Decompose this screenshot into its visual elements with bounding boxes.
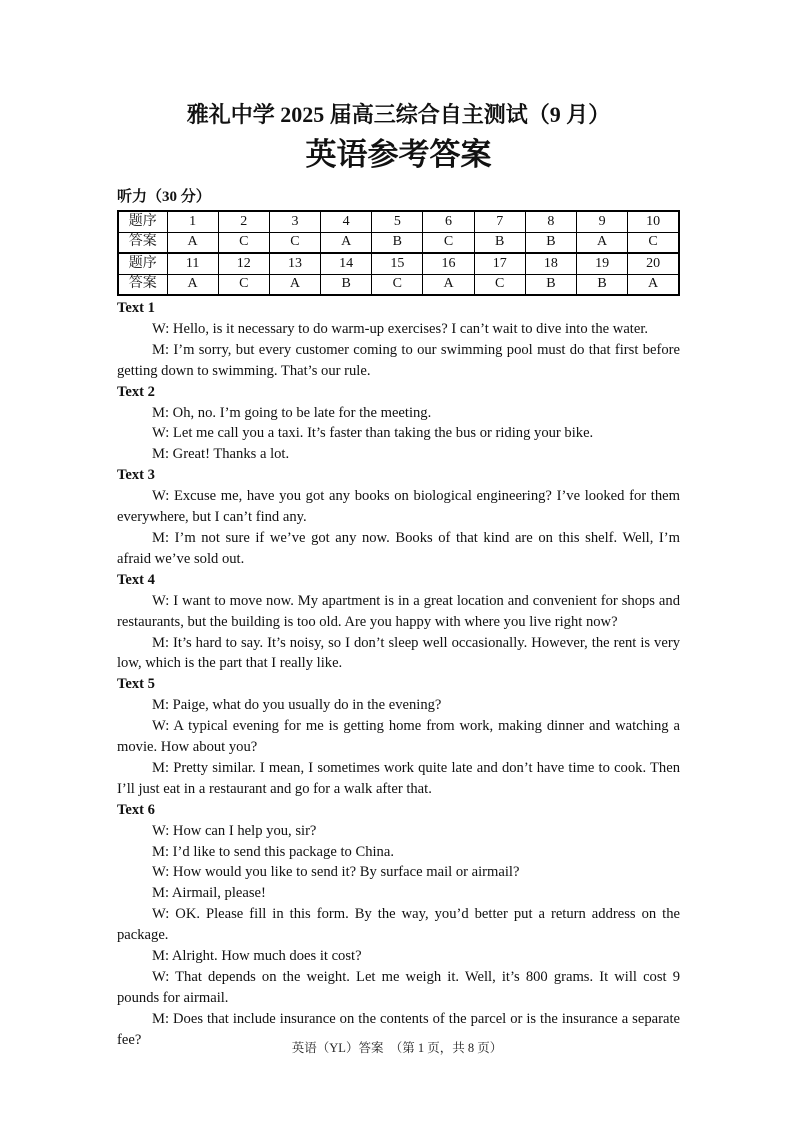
listening-answer-table-body <box>118 211 679 295</box>
dialogue-line: W: OK. Please fill in this form. By the way, you’d better put a return address on the package. <box>117 906 680 944</box>
answer-cell: 3 <box>269 211 320 232</box>
dialogue-line: W: I want to move now. My apartment is in a great location and convenient for shops and restaurants, but the building is too old. Are you happy with where you live right now? <box>117 592 680 630</box>
answer-cell: 8 <box>525 211 576 232</box>
answer-cell: 18 <box>525 253 576 274</box>
dialogue-line: M: I’d like to send this package to China. <box>152 843 394 860</box>
answer-cell: 7 <box>474 211 525 232</box>
answer-cell: B <box>372 232 423 253</box>
dialogue-line: M: I’m not sure if we’ve got any now. Books of that kind are on this shelf. Well, I’m afraid we’ve sold out. <box>117 529 680 567</box>
answer-cell: 1 <box>167 211 218 232</box>
answer-cell: 2 <box>218 211 269 232</box>
answer-cell: 9 <box>577 211 628 232</box>
dialogue-line: M: Alright. How much does it cost? <box>152 948 362 965</box>
dialogue-line: M: I’m sorry, but every customer coming to our swimming pool must do that first before getting down to swimming. That’s our rule. <box>117 341 680 379</box>
transcript-label: Text 3 <box>117 467 155 484</box>
answer-table-row <box>118 211 679 232</box>
dialogue-line: W: How can I help you, sir? <box>152 822 317 839</box>
transcript-label: Text 5 <box>117 676 155 693</box>
answer-cell: 10 <box>628 211 679 232</box>
dialogue-line: W: Hello, is it necessary to do warm-up exercises? I can’t wait to dive into the water. <box>152 320 649 337</box>
transcript-label: Text 6 <box>117 801 155 818</box>
dialogue-line: M: Oh, no. I’m going to be late for the meeting. <box>152 404 432 421</box>
transcript-label: Text 4 <box>117 571 155 588</box>
transcript-label: Text 1 <box>117 300 155 316</box>
transcript-label: Text 2 <box>117 383 155 400</box>
transcript-section <box>117 465 680 570</box>
answer-cell: C <box>372 274 423 295</box>
answer-cell: B <box>525 274 576 295</box>
row-label-cell: 题序 <box>118 253 167 274</box>
transcript-section <box>117 298 680 382</box>
transcripts <box>117 298 680 1051</box>
answer-cell: B <box>525 232 576 253</box>
answer-cell: 6 <box>423 211 474 232</box>
answer-cell: 11 <box>167 253 218 274</box>
dialogue-line: W: That depends on the weight. Let me weigh it. Well, it’s 800 grams. It will cost 9 pounds for airmail. <box>117 969 680 1006</box>
transcript-section <box>117 674 680 799</box>
transcript-section <box>117 800 680 1051</box>
answer-table-row <box>118 274 679 295</box>
answer-cell: B <box>474 232 525 253</box>
answer-cell: 20 <box>628 253 679 274</box>
page-title: 雅礼中学 2025 届高三综合自主测试（9 月） <box>186 102 611 127</box>
answer-cell: C <box>269 232 320 253</box>
answer-cell: A <box>628 274 679 295</box>
answer-cell: B <box>321 274 372 295</box>
answer-cell: A <box>167 232 218 253</box>
listening-section-heading: 听力（30 分） <box>117 189 211 205</box>
dialogue-line: M: Does that include insurance on the contents of the parcel or is the insurance a separate fee? <box>117 1010 680 1048</box>
dialogue-line: W: A typical evening for me is getting home from work, making dinner and watching a movie. How about you? <box>117 718 680 756</box>
dialogue-line: W: Excuse me, have you got any books on biological engineering? I’ve looked for them everywhere, but I can’t find any. <box>117 488 680 526</box>
answer-cell: B <box>577 274 628 295</box>
answer-cell: C <box>474 274 525 295</box>
answer-cell: A <box>321 232 372 253</box>
dialogue-line: W: Let me call you a taxi. It’s faster than taking the bus or riding your bike. <box>152 425 594 442</box>
answer-cell: A <box>269 274 320 295</box>
answer-cell: 15 <box>372 253 423 274</box>
answer-cell: 14 <box>321 253 372 274</box>
answer-table-row <box>118 232 679 253</box>
transcript-section <box>117 570 680 675</box>
answer-cell: C <box>218 274 269 295</box>
dialogue-line: M: Pretty similar. I mean, I sometimes work quite late and don’t have time to cook. Then I’ll just eat in a restaurant and go for a walk after that. <box>117 759 680 797</box>
answer-cell: C <box>628 232 679 253</box>
answer-cell: C <box>218 232 269 253</box>
answer-cell: 5 <box>372 211 423 232</box>
dialogue-line: M: Airmail, please! <box>152 885 266 902</box>
page-subtitle: 英语参考答案 <box>305 137 492 173</box>
row-label-cell: 答案 <box>118 274 167 295</box>
answer-cell: 19 <box>577 253 628 274</box>
answer-cell: A <box>423 274 474 295</box>
page-content <box>117 0 680 1051</box>
answer-cell: 16 <box>423 253 474 274</box>
row-label-cell: 答案 <box>118 232 167 253</box>
transcript-section <box>117 382 680 466</box>
answer-cell: 13 <box>269 253 320 274</box>
dialogue-line: M: It’s hard to say. It’s noisy, so I don’t sleep well occasionally. However, the rent is very low, which is the part that I really like. <box>117 634 680 672</box>
listening-answer-table <box>117 210 680 296</box>
dialogue-line: M: Great! Thanks a lot. <box>152 446 290 463</box>
dialogue-line: M: Paige, what do you usually do in the evening? <box>152 697 442 714</box>
answer-cell: 17 <box>474 253 525 274</box>
answer-cell: A <box>577 232 628 253</box>
answer-cell: A <box>167 274 218 295</box>
answer-table-row <box>118 253 679 274</box>
page-footer: 英语（YL）答案 （第 1 页，共 8 页） <box>291 1041 503 1055</box>
answer-cell: 12 <box>218 253 269 274</box>
answer-cell: C <box>423 232 474 253</box>
dialogue-line: W: How would you like to send it? By surface mail or airmail? <box>152 864 520 881</box>
answer-cell: 4 <box>321 211 372 232</box>
row-label-cell: 题序 <box>118 211 167 232</box>
